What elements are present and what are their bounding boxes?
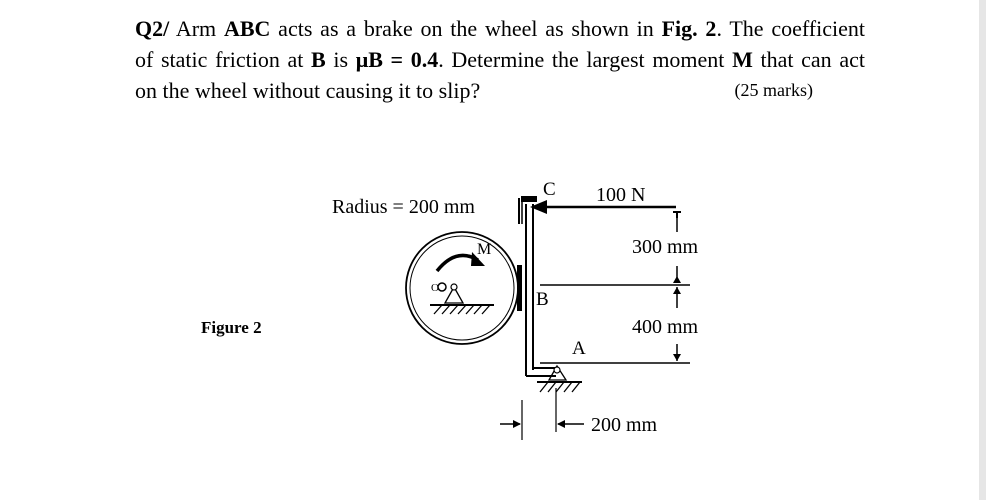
friction-coefficient: μB = 0.4	[355, 47, 439, 72]
question-text-segment: . Determine the largest moment	[438, 47, 733, 72]
point-b-label: B	[536, 289, 549, 310]
arm-abc	[519, 196, 556, 376]
wheel	[406, 232, 518, 344]
question-text-segment: that can act	[752, 47, 865, 72]
point-a-label: A	[572, 338, 586, 359]
point-c-label: C	[543, 179, 556, 200]
force-label: 100 N	[596, 184, 646, 206]
question-text-segment: is	[325, 47, 356, 72]
arm-name: ABC	[223, 16, 271, 41]
question-text-segment: acts as a brake on the wheel as shown in	[270, 16, 662, 41]
dimension-300-label: 300 mm	[632, 236, 699, 258]
question-text-segment: Arm	[169, 16, 224, 41]
brake-pad	[517, 265, 522, 311]
question-text-segment: of static friction at	[135, 47, 312, 72]
dimension-200-label: 200 mm	[591, 414, 658, 436]
question-number: Q2/	[135, 16, 170, 41]
question-text-segment: . The coefficient	[716, 16, 865, 41]
moment-ref: M	[732, 47, 753, 72]
radius-label: Radius = 200 mm	[332, 196, 475, 218]
dimension-400-label: 400 mm	[632, 316, 699, 338]
figure-caption: Figure 2	[201, 318, 262, 337]
moment-label: M	[477, 241, 492, 258]
wheel-pin-support	[430, 283, 494, 314]
pin-support-a	[537, 366, 582, 392]
question-text-segment: on the wheel without causing it to slip?	[135, 78, 481, 103]
figure-reference: Fig. 2	[661, 16, 717, 41]
center-label: O	[431, 282, 439, 294]
point-b-ref: B	[311, 47, 326, 72]
marks-label: (25 marks)	[734, 80, 813, 100]
dimension-200	[500, 388, 584, 440]
